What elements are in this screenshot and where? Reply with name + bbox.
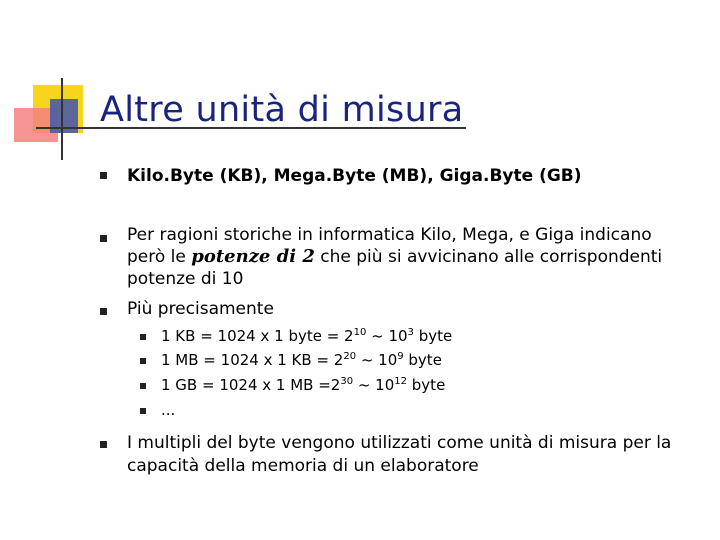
bullet-marker xyxy=(100,308,107,315)
mb-mid: ~ 10 xyxy=(356,351,398,369)
gb-pre: 1 GB = 1024 x 1 MB =2 xyxy=(161,376,341,394)
bullet-multiples-line2: capacità della memoria di un elaboratore xyxy=(127,456,479,476)
mb-post: byte xyxy=(403,351,442,369)
sub-kb xyxy=(161,326,452,346)
gb-mid: ~ 10 xyxy=(353,376,395,394)
sub-gb xyxy=(161,375,445,395)
sub-bullet-marker xyxy=(140,408,146,414)
mb-exp-1: 20 xyxy=(343,351,357,362)
bullet-multiples-line1: I multipli del byte vengono utilizzati come unità di misura per la xyxy=(127,433,672,453)
kb-pre: 1 KB = 1024 x 1 byte = 2 xyxy=(161,327,354,345)
history-emphasis: potenze di 2 xyxy=(191,246,315,267)
kb-exp-1: 10 xyxy=(353,327,367,338)
bullet-precisely: Più precisamente xyxy=(127,299,274,319)
mb-exp-2: 9 xyxy=(397,351,404,362)
sub-mb xyxy=(161,350,442,370)
kb-mid: ~ 10 xyxy=(366,327,408,345)
decor-vertical-line xyxy=(61,78,63,160)
bullet-history-line3: potenze di 10 xyxy=(127,269,244,289)
bullet-marker xyxy=(100,172,107,179)
bullet-history-line2 xyxy=(127,246,662,268)
gb-exp-1: 30 xyxy=(340,376,354,387)
bullet-marker xyxy=(100,235,107,242)
mb-pre: 1 MB = 1024 x 1 KB = 2 xyxy=(161,351,344,369)
history-text-post: che più si avvicinano alle corrispondenti xyxy=(320,247,663,267)
kb-exp-2: 3 xyxy=(407,327,414,338)
sub-ellipsis: ... xyxy=(161,401,176,419)
slide-title: Altre unità di misura xyxy=(100,90,464,130)
sub-bullet-marker xyxy=(140,383,146,389)
gb-exp-2: 12 xyxy=(394,376,408,387)
kb-post: byte xyxy=(413,327,453,345)
bullet-units: Kilo.Byte (KB), Mega.Byte (MB), Giga.Byte (GB) xyxy=(127,166,582,186)
sub-bullet-marker xyxy=(140,358,146,364)
sub-bullet-marker xyxy=(140,334,146,340)
history-text-pre: però le xyxy=(127,247,186,267)
bullet-history-line1: Per ragioni storiche in informatica Kilo, Mega, e Giga indicano xyxy=(127,225,652,245)
bullet-marker xyxy=(100,441,107,448)
gb-post: byte xyxy=(407,376,446,394)
